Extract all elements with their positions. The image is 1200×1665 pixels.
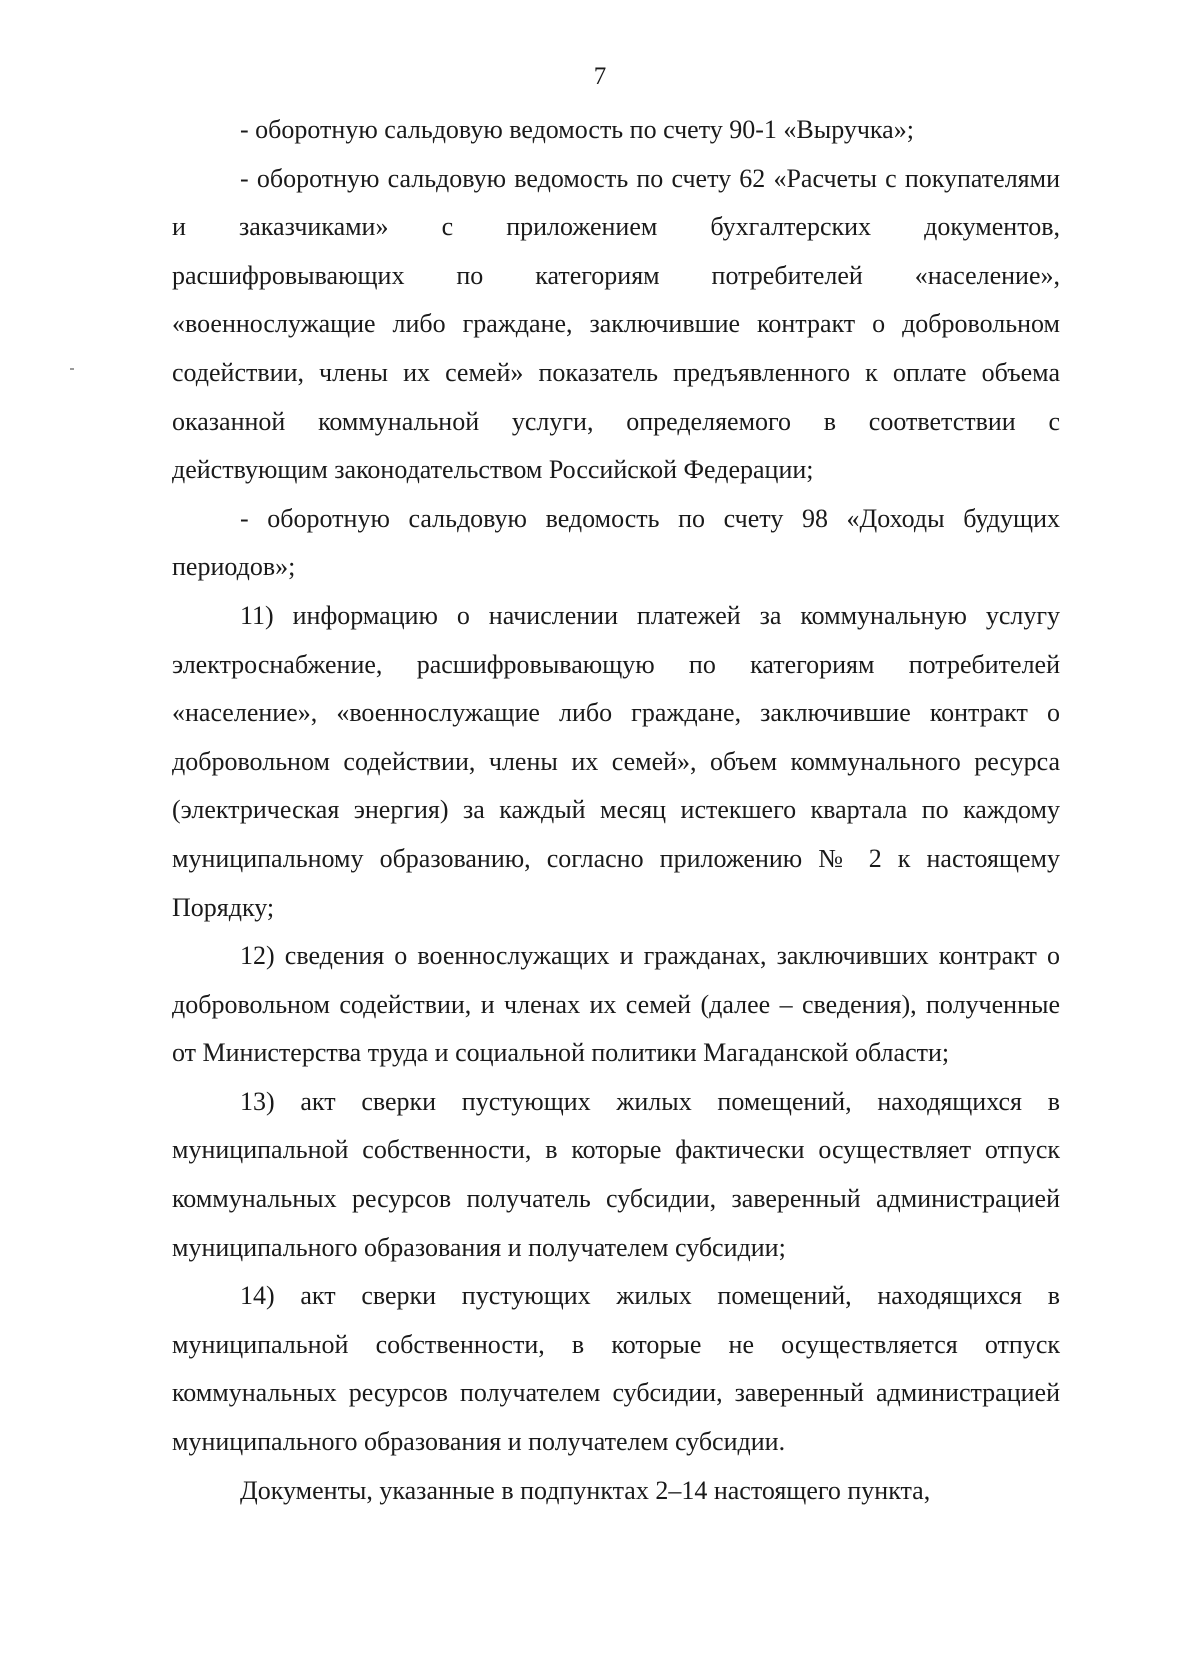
paragraph-documents-note: Документы, указанные в подпунктах 2–14 настоящего пункта, [240, 1475, 931, 1505]
paragraph-item-13: 13) акт сверки пустующих жилых помещений, находящихся в муниципальной собственности, в которые фактически осуществляет отпуск коммунальных ресурсов получатель субсидии, заверенный администрацией муниципального образования и получателем субсидии; [172, 1086, 1060, 1262]
document-body [172, 106, 1060, 1515]
paragraph-item-14: 14) акт сверки пустующих жилых помещений, находящихся в муниципальной собственности, в которые не осуществляется отпуск коммунальных ресурсов получателем субсидии, заверенный администрацией муниципального образования и получателем субсидии. [172, 1281, 1060, 1457]
paragraph-item-11: 11) информацию о начислении платежей за коммунальную услугу электроснабжение, расшифровывающую по категориям потребителей «население», «военнослужащие либо граждане, заключившие контракт о добровольном содействии, члены их семей», объем коммунального ресурса (электрическая энергия) за каждый месяц истекшего квартала по каждому муниципальному образованию, согласно приложению № 2 к настоящему Порядку; [172, 600, 1060, 922]
paragraph-turnover-90-1: - оборотную сальдовую ведомость по счету 90-1 «Выручка»; [240, 115, 914, 144]
scan-artifact [70, 368, 74, 370]
paragraph-turnover-62: - оборотную сальдовую ведомость по счету 62 «Расчеты с покупателями и заказчиками» с приложением бухгалтерских документов, расшифровывающих по категориям потребителей «население», «военнослужащие либо граждане, заключившие контракт о добровольном содействии, члены их семей» показатель предъявленного к оплате объема оказанной коммунальной услуги, определяемого в соответствии с действующим законодательством Российской Федерации; [172, 163, 1060, 485]
paragraph-item-12: 12) сведения о военнослужащих и гражданах, заключивших контракт о добровольном содействии, и членах их семей (далее – сведения), полученные от Министерства труда и социальной политики Магаданской области; [172, 941, 1060, 1068]
paragraph-turnover-98: - оборотную сальдовую ведомость по счету 98 «Доходы будущих периодов»; [172, 503, 1060, 582]
page-number: 7 [593, 63, 607, 90]
